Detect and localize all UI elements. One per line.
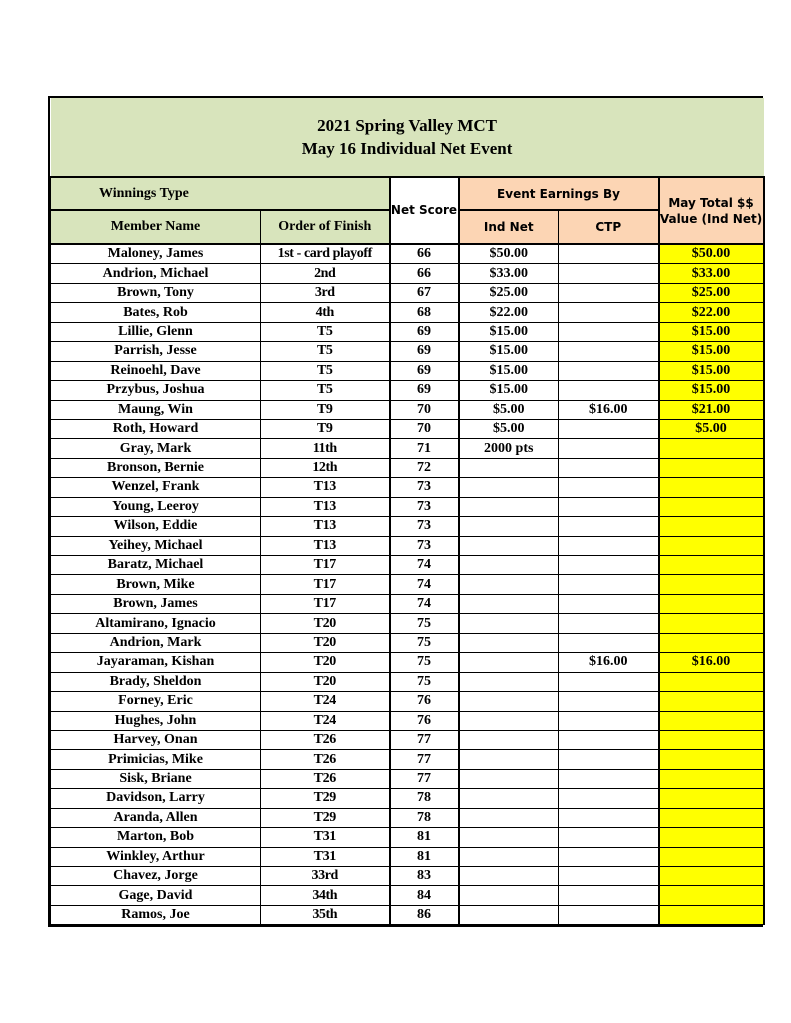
may-total-cell (659, 478, 764, 497)
member-name-cell: Gage, David (51, 886, 261, 905)
member-name-cell: Yeihey, Michael (51, 536, 261, 555)
net-score-cell: 69 (390, 342, 459, 361)
order-of-finish-cell: T24 (261, 711, 390, 730)
table-row (51, 381, 764, 400)
order-of-finish-cell: T24 (261, 692, 390, 711)
ind-net-cell (459, 478, 559, 497)
ctp-cell (559, 750, 659, 769)
net-score-cell: 75 (390, 653, 459, 672)
ctp-cell (559, 283, 659, 302)
may-total-cell: $22.00 (659, 303, 764, 322)
may-total-cell: $15.00 (659, 361, 764, 380)
order-of-finish-cell: T9 (261, 400, 390, 419)
ind-net-cell: $15.00 (459, 342, 559, 361)
ind-net-cell (459, 575, 559, 594)
table-row (51, 322, 764, 341)
table-row (51, 536, 764, 555)
may-total-cell (659, 536, 764, 555)
table-row (51, 769, 764, 788)
order-of-finish-cell: 34th (261, 886, 390, 905)
table-row (51, 400, 764, 419)
member-name-cell: Chavez, Jorge (51, 867, 261, 886)
table-row (51, 419, 764, 438)
order-of-finish-cell: T5 (261, 361, 390, 380)
ctp-cell (559, 575, 659, 594)
member-name-cell: Harvey, Onan (51, 730, 261, 749)
ind-net-cell (459, 692, 559, 711)
order-of-finish-cell: 35th (261, 905, 390, 924)
event-earnings-header: Event Earnings By (459, 177, 659, 210)
may-total-header: May Total $$ Value (Ind Net) (659, 177, 764, 244)
member-name-cell: Lillie, Glenn (51, 322, 261, 341)
ctp-cell (559, 536, 659, 555)
member-name-cell: Sisk, Briane (51, 769, 261, 788)
ind-net-cell: $5.00 (459, 400, 559, 419)
net-score-cell: 84 (390, 886, 459, 905)
order-of-finish-header: Order of Finish (261, 210, 390, 244)
ind-net-cell: $5.00 (459, 419, 559, 438)
order-of-finish-cell: T17 (261, 575, 390, 594)
may-total-cell (659, 789, 764, 808)
ind-net-cell (459, 808, 559, 827)
ctp-cell (559, 478, 659, 497)
ind-net-cell (459, 828, 559, 847)
member-name-cell: Bates, Rob (51, 303, 261, 322)
net-score-cell: 69 (390, 322, 459, 341)
order-of-finish-cell: T29 (261, 789, 390, 808)
may-total-cell: $5.00 (659, 419, 764, 438)
order-of-finish-cell: T20 (261, 633, 390, 652)
order-of-finish-cell: 11th (261, 439, 390, 458)
ctp-cell (559, 594, 659, 613)
member-name-header: Member Name (51, 210, 261, 244)
may-total-cell (659, 458, 764, 477)
net-score-cell: 70 (390, 419, 459, 438)
ind-net-cell (459, 536, 559, 555)
net-score-cell: 86 (390, 905, 459, 924)
ind-net-cell (459, 458, 559, 477)
order-of-finish-cell: T26 (261, 769, 390, 788)
order-of-finish-cell: 4th (261, 303, 390, 322)
ctp-cell (559, 322, 659, 341)
ctp-cell (559, 517, 659, 536)
may-total-cell (659, 672, 764, 691)
ctp-cell (559, 886, 659, 905)
may-total-cell: $21.00 (659, 400, 764, 419)
event-title (51, 98, 764, 177)
ind-net-cell (459, 614, 559, 633)
net-score-cell: 76 (390, 711, 459, 730)
ctp-cell (559, 730, 659, 749)
table-row (51, 594, 764, 613)
member-name-cell: Wilson, Eddie (51, 517, 261, 536)
order-of-finish-cell: T29 (261, 808, 390, 827)
net-score-cell: 75 (390, 672, 459, 691)
net-score-cell: 76 (390, 692, 459, 711)
table-row (51, 614, 764, 633)
order-of-finish-cell: T26 (261, 750, 390, 769)
table-row (51, 478, 764, 497)
ind-net-cell: $50.00 (459, 244, 559, 264)
net-score-cell: 73 (390, 517, 459, 536)
ctp-cell (559, 828, 659, 847)
order-of-finish-cell: T13 (261, 536, 390, 555)
ind-net-cell (459, 517, 559, 536)
member-name-cell: Winkley, Arthur (51, 847, 261, 866)
event-title-line1: 2021 Spring Valley MCT (317, 116, 498, 135)
net-score-cell: 78 (390, 808, 459, 827)
ctp-cell: $16.00 (559, 400, 659, 419)
order-of-finish-cell: T13 (261, 497, 390, 516)
order-of-finish-cell: T9 (261, 419, 390, 438)
ctp-cell (559, 905, 659, 924)
ctp-cell (559, 808, 659, 827)
may-total-cell (659, 886, 764, 905)
member-name-cell: Baratz, Michael (51, 556, 261, 575)
net-score-cell: 71 (390, 439, 459, 458)
net-score-cell: 73 (390, 478, 459, 497)
ind-net-cell (459, 847, 559, 866)
table-row (51, 244, 764, 264)
ind-net-cell: $25.00 (459, 283, 559, 302)
may-total-cell: $50.00 (659, 244, 764, 264)
net-score-cell: 75 (390, 614, 459, 633)
table-row (51, 653, 764, 672)
ind-net-header: Ind Net (459, 210, 559, 244)
ctp-cell (559, 303, 659, 322)
member-name-cell: Reinoehl, Dave (51, 361, 261, 380)
may-total-cell (659, 867, 764, 886)
member-name-cell: Parrish, Jesse (51, 342, 261, 361)
member-name-cell: Forney, Eric (51, 692, 261, 711)
order-of-finish-cell: T17 (261, 594, 390, 613)
table-row (51, 750, 764, 769)
ctp-cell (559, 497, 659, 516)
net-score-cell: 66 (390, 244, 459, 264)
member-name-cell: Marton, Bob (51, 828, 261, 847)
table-row (51, 575, 764, 594)
member-name-cell: Brown, Mike (51, 575, 261, 594)
net-score-cell: 70 (390, 400, 459, 419)
net-score-cell: 83 (390, 867, 459, 886)
ctp-cell (559, 458, 659, 477)
order-of-finish-cell: T5 (261, 342, 390, 361)
table-row (51, 886, 764, 905)
winnings-type-header: Winnings Type (51, 177, 390, 210)
ind-net-cell (459, 594, 559, 613)
ctp-cell (559, 692, 659, 711)
may-total-cell (659, 692, 764, 711)
table-row (51, 711, 764, 730)
ind-net-cell (459, 711, 559, 730)
table-row (51, 789, 764, 808)
order-of-finish-cell: 12th (261, 458, 390, 477)
order-of-finish-cell: T20 (261, 653, 390, 672)
net-score-cell: 74 (390, 594, 459, 613)
member-name-cell: Maloney, James (51, 244, 261, 264)
may-total-cell (659, 828, 764, 847)
order-of-finish-cell: T13 (261, 478, 390, 497)
ind-net-cell (459, 497, 559, 516)
ctp-cell (559, 711, 659, 730)
net-score-cell: 78 (390, 789, 459, 808)
table-row (51, 342, 764, 361)
table-row (51, 497, 764, 516)
member-name-cell: Jayaraman, Kishan (51, 653, 261, 672)
may-total-cell: $15.00 (659, 322, 764, 341)
net-score-cell: 77 (390, 769, 459, 788)
member-name-cell: Ramos, Joe (51, 905, 261, 924)
results-table (50, 98, 765, 925)
may-total-cell (659, 847, 764, 866)
event-title-line2: May 16 Individual Net Event (301, 139, 513, 158)
ctp-cell (559, 264, 659, 283)
ind-net-cell (459, 556, 559, 575)
may-total-cell: $16.00 (659, 653, 764, 672)
table-row (51, 556, 764, 575)
table-row (51, 264, 764, 283)
ctp-cell (559, 439, 659, 458)
table-row (51, 692, 764, 711)
order-of-finish-cell: T20 (261, 614, 390, 633)
ctp-cell (559, 769, 659, 788)
order-of-finish-cell: T5 (261, 381, 390, 400)
may-total-cell (659, 905, 764, 924)
net-score-cell: 75 (390, 633, 459, 652)
ind-net-cell (459, 750, 559, 769)
may-total-cell (659, 497, 764, 516)
ind-net-cell: $33.00 (459, 264, 559, 283)
net-score-cell: 77 (390, 750, 459, 769)
table-row (51, 828, 764, 847)
may-total-cell (659, 556, 764, 575)
member-name-cell: Young, Leeroy (51, 497, 261, 516)
results-sheet (48, 96, 763, 927)
order-of-finish-cell: T13 (261, 517, 390, 536)
member-name-cell: Wenzel, Frank (51, 478, 261, 497)
may-total-cell (659, 633, 764, 652)
ind-net-cell: $22.00 (459, 303, 559, 322)
table-row (51, 730, 764, 749)
net-score-cell: 77 (390, 730, 459, 749)
net-score-cell: 81 (390, 828, 459, 847)
may-total-cell (659, 439, 764, 458)
order-of-finish-cell: 1st - card playoff (261, 244, 390, 264)
member-name-cell: Brown, James (51, 594, 261, 613)
ind-net-cell (459, 789, 559, 808)
member-name-cell: Bronson, Bernie (51, 458, 261, 477)
member-name-cell: Andrion, Mark (51, 633, 261, 652)
table-row (51, 905, 764, 924)
member-name-cell: Aranda, Allen (51, 808, 261, 827)
net-score-cell: 74 (390, 575, 459, 594)
member-name-cell: Brady, Sheldon (51, 672, 261, 691)
may-total-cell: $33.00 (659, 264, 764, 283)
member-name-cell: Maung, Win (51, 400, 261, 419)
order-of-finish-cell: T17 (261, 556, 390, 575)
may-total-cell (659, 808, 764, 827)
may-total-cell: $15.00 (659, 342, 764, 361)
ind-net-cell: $15.00 (459, 322, 559, 341)
ctp-cell (559, 633, 659, 652)
table-row (51, 283, 764, 302)
results-body (51, 244, 764, 925)
table-row (51, 672, 764, 691)
may-total-cell (659, 769, 764, 788)
may-total-cell (659, 750, 764, 769)
net-score-cell: 72 (390, 458, 459, 477)
table-row (51, 303, 764, 322)
table-row (51, 517, 764, 536)
may-total-cell (659, 730, 764, 749)
net-score-cell: 81 (390, 847, 459, 866)
ctp-cell (559, 556, 659, 575)
may-total-cell: $15.00 (659, 381, 764, 400)
may-total-cell (659, 517, 764, 536)
may-total-cell: $25.00 (659, 283, 764, 302)
table-row (51, 847, 764, 866)
table-row (51, 633, 764, 652)
may-total-cell (659, 614, 764, 633)
ctp-cell (559, 419, 659, 438)
ind-net-cell (459, 867, 559, 886)
order-of-finish-cell: 3rd (261, 283, 390, 302)
net-score-cell: 73 (390, 497, 459, 516)
ctp-cell (559, 244, 659, 264)
ind-net-cell (459, 653, 559, 672)
net-score-cell: 69 (390, 381, 459, 400)
ctp-cell (559, 614, 659, 633)
order-of-finish-cell: T5 (261, 322, 390, 341)
ctp-cell (559, 342, 659, 361)
table-row (51, 439, 764, 458)
member-name-cell: Altamirano, Ignacio (51, 614, 261, 633)
ind-net-cell (459, 633, 559, 652)
ctp-cell (559, 847, 659, 866)
order-of-finish-cell: 2nd (261, 264, 390, 283)
ctp-header: CTP (559, 210, 659, 244)
net-score-cell: 66 (390, 264, 459, 283)
ctp-cell (559, 867, 659, 886)
ind-net-cell (459, 769, 559, 788)
member-name-cell: Przybus, Joshua (51, 381, 261, 400)
order-of-finish-cell: T26 (261, 730, 390, 749)
ind-net-cell (459, 886, 559, 905)
order-of-finish-cell: T31 (261, 828, 390, 847)
ctp-cell (559, 361, 659, 380)
ctp-cell: $16.00 (559, 653, 659, 672)
net-score-cell: 73 (390, 536, 459, 555)
ind-net-cell (459, 905, 559, 924)
ind-net-cell (459, 672, 559, 691)
ind-net-cell: $15.00 (459, 361, 559, 380)
ctp-cell (559, 381, 659, 400)
may-total-cell (659, 594, 764, 613)
member-name-cell: Gray, Mark (51, 439, 261, 458)
member-name-cell: Brown, Tony (51, 283, 261, 302)
net-score-cell: 74 (390, 556, 459, 575)
net-score-header: Net Score (390, 177, 459, 244)
may-total-cell (659, 711, 764, 730)
member-name-cell: Primicias, Mike (51, 750, 261, 769)
table-row (51, 808, 764, 827)
table-row (51, 361, 764, 380)
ind-net-cell: $15.00 (459, 381, 559, 400)
net-score-cell: 67 (390, 283, 459, 302)
table-row (51, 867, 764, 886)
order-of-finish-cell: 33rd (261, 867, 390, 886)
net-score-cell: 68 (390, 303, 459, 322)
order-of-finish-cell: T31 (261, 847, 390, 866)
ind-net-cell (459, 730, 559, 749)
net-score-cell: 69 (390, 361, 459, 380)
member-name-cell: Andrion, Michael (51, 264, 261, 283)
ctp-cell (559, 672, 659, 691)
ind-net-cell: 2000 pts (459, 439, 559, 458)
member-name-cell: Davidson, Larry (51, 789, 261, 808)
member-name-cell: Roth, Howard (51, 419, 261, 438)
table-row (51, 458, 764, 477)
ctp-cell (559, 789, 659, 808)
may-total-cell (659, 575, 764, 594)
order-of-finish-cell: T20 (261, 672, 390, 691)
member-name-cell: Hughes, John (51, 711, 261, 730)
